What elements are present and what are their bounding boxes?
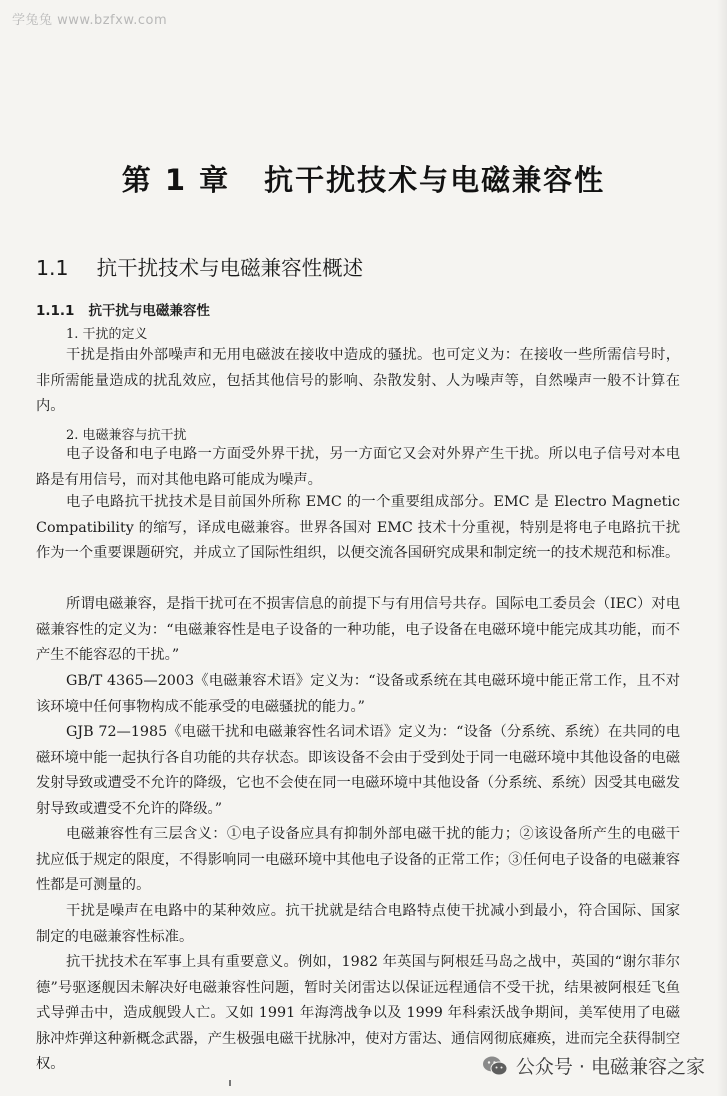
paragraph-4: 所谓电磁兼容，是指干扰可在不损害信息的前提下与有用信号共存。国际电工委员会（IEC）对电磁兼容性的定义为：“电磁兼容性是电子设备的一种功能，电子设备在电磁环境中能完成其功能，而不产生不能容忍的干扰。” bbox=[36, 596, 680, 663]
item-heading-1: 1. 干扰的定义 bbox=[66, 327, 148, 342]
chapter-title bbox=[0, 158, 727, 199]
subsection-title bbox=[36, 299, 210, 319]
paragraph-7: 电磁兼容性有三层含义：①电子设备应具有抑制外部电磁干扰的能力；②该设备所产生的电磁干扰应低于规定的限度，不得影响同一电磁环境中其他电子设备的正常工作；③任何电子设备的电磁兼容性都是可测量的。 bbox=[36, 826, 680, 893]
paragraph-8: 干扰是噪声在电路中的某种效应。抗干扰就是结合电路特点使干扰减小到最小，符合国际、国家制定的电磁兼容性标准。 bbox=[36, 903, 680, 945]
chapter-title-text: 抗干扰技术与电磁兼容性 bbox=[264, 163, 606, 197]
item-heading-2: 2. 电磁兼容与抗干扰 bbox=[66, 428, 187, 443]
section-title bbox=[36, 251, 363, 281]
page-edge-shadow bbox=[717, 0, 727, 1096]
section-number: 1.1 bbox=[36, 256, 69, 280]
wechat-icon bbox=[482, 1055, 508, 1077]
section-title-text: 抗干扰技术与电磁兼容性概述 bbox=[96, 256, 364, 280]
paragraph-3: 电子电路抗干扰技术是目前国外所称 EMC 的一个重要组成部分。EMC 是 Electro Magnetic Compatibility 的缩写，译成电磁兼容。世界各国对 EMC 技术十分重视，特别是将电子电路抗干扰作为一个重要课题研究，并成立了国际性组织，以便交流各国研究成果和制定统一的技术规范和标准。 bbox=[36, 494, 680, 561]
footer-watermark-text: 公众号 · 电磁兼容之家 bbox=[515, 1056, 705, 1078]
top-watermark: 学兔兔 www.bzfxw.com bbox=[12, 13, 168, 28]
paragraph-2: 电子设备和电子电路一方面受外界干扰，另一方面它又会对外界产生干扰。所以电子信号对本电路是有用信号，而对其他电路可能成为噪声。 bbox=[36, 446, 680, 488]
chapter-number: 第 1 章 bbox=[121, 163, 231, 197]
subsection-number: 1.1.1 bbox=[36, 303, 75, 319]
paragraph-5: GB/T 4365—2003《电磁兼容术语》定义为：“设备或系统在其电磁环境中能正常工作，且不对该环境中任何事物构成不能承受的电磁骚扰的能力。” bbox=[36, 673, 680, 715]
paragraph-6: GJB 72—1985《电磁干扰和电磁兼容性名词术语》定义为：“设备（分系统、系统）在共同的电磁环境中能一起执行各自功能的共存状态。即该设备不会由于受到处于同一电磁环境中其他设备的电磁发射导致或遭受不允许的降级，它也不会使在同一电磁环境中其他设备（分系统、系统）因受其电磁发射导致或遭受不允许的降级。” bbox=[36, 724, 680, 817]
paragraph-1: 干扰是指由外部噪声和无用电磁波在接收中造成的骚扰。也可定义为：在接收一些所需信号时，非所需能量造成的扰乱效应，包括其他信号的影响、杂散发射、人为噪声等，自然噪声一般不计算在内。 bbox=[36, 347, 680, 414]
subsection-title-text: 抗干扰与电磁兼容性 bbox=[88, 303, 210, 319]
footer-watermark bbox=[482, 1052, 705, 1079]
page-mark bbox=[229, 1080, 231, 1086]
paragraph-9: 抗干扰技术在军事上具有重要意义。例如，1982 年英国与阿根廷马岛之战中，英国的“谢尔菲尔德”号驱逐舰因未解决好电磁兼容性问题，暂时关闭雷达以保证远程通信不受干扰，结果被阿根廷飞鱼式导弹击中，造成舰毁人亡。又如 1991 年海湾战争以及 1999 年科索沃战争期间，美军使用了电磁脉冲炸弹这种新概念武器，产生极强电磁干扰脉冲，使对方雷达、通信网彻底瘫痪，进而完全获得制空权。 bbox=[36, 954, 680, 1072]
